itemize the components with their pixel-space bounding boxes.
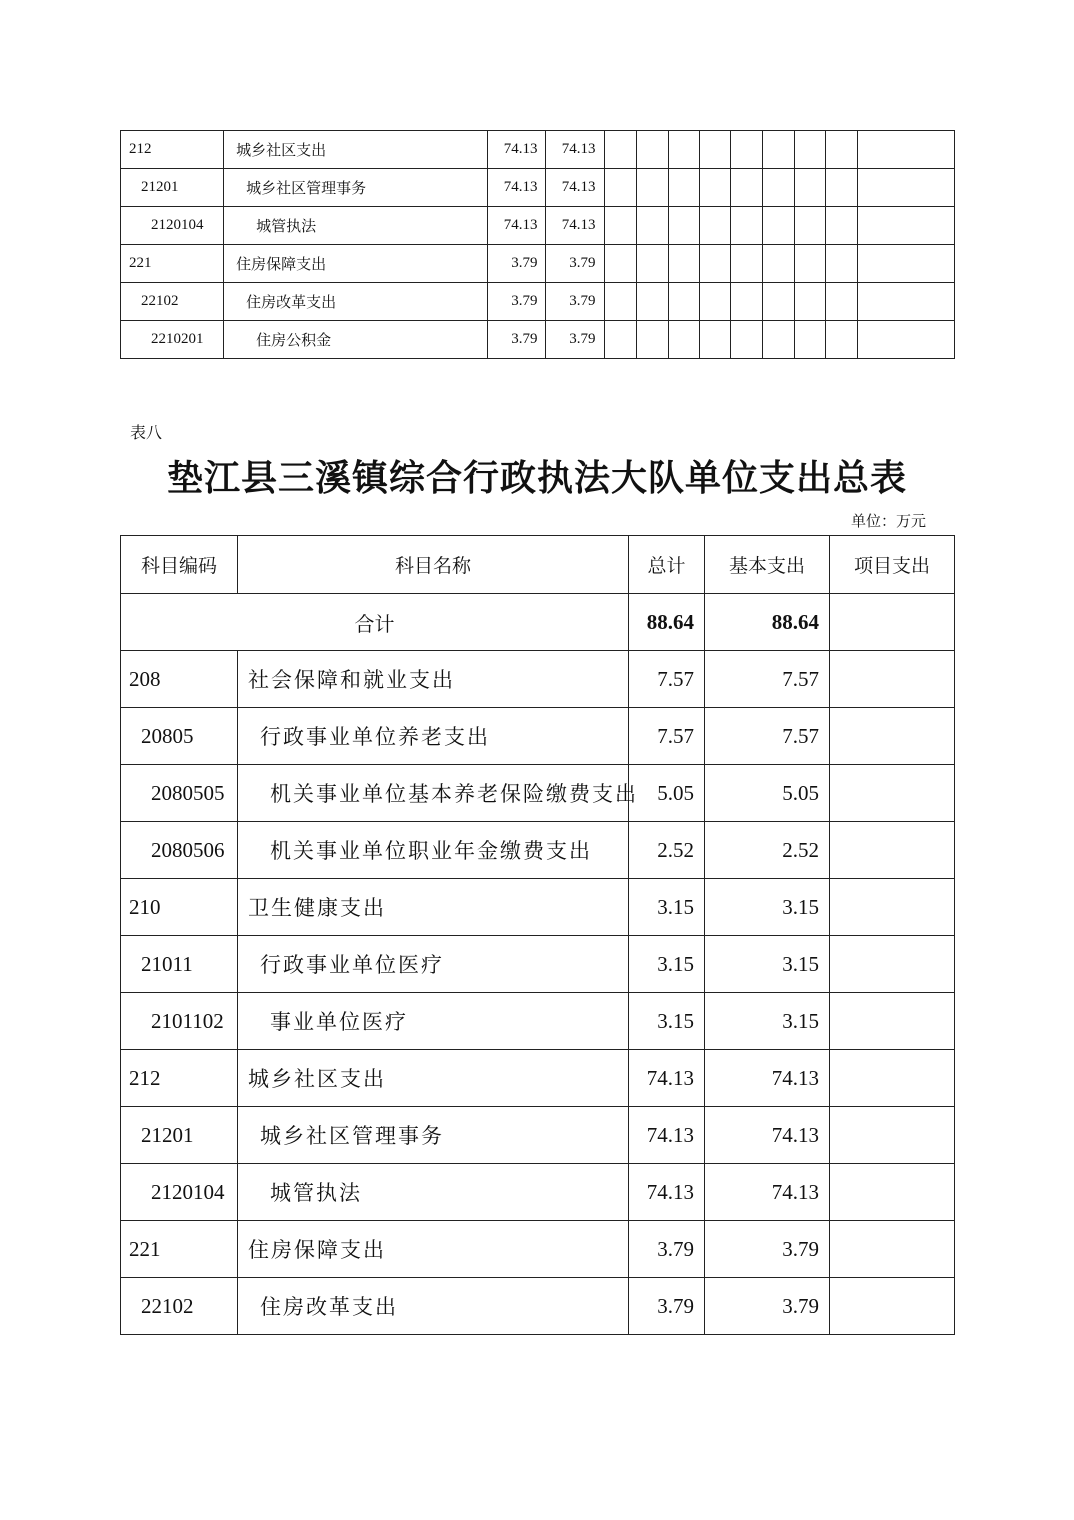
total-amount: 3.15 [629,879,705,936]
empty-cell [604,245,636,283]
subject-code: 2080505 [121,765,238,822]
table-row [121,207,955,245]
subject-code: 21201 [121,1107,238,1164]
empty-cell [825,207,857,245]
subject-code: 22102 [121,1278,238,1335]
subject-name: 事业单位医疗 [238,993,629,1050]
basic-amount: 3.15 [705,879,830,936]
table-row [121,1050,955,1107]
basic-amount: 3.79 [705,1278,830,1335]
table-row [121,822,955,879]
value-total: 3.79 [488,321,546,359]
subject-code: 22102 [121,283,224,321]
project-amount [830,708,955,765]
basic-amount: 3.15 [705,993,830,1050]
empty-cell [699,245,730,283]
total-amount: 3.79 [629,1221,705,1278]
total-amount: 5.05 [629,765,705,822]
value-basic: 74.13 [546,169,604,207]
empty-cell [794,283,825,321]
empty-cell [636,321,668,359]
subject-name: 住房改革支出 [224,283,488,321]
empty-cell [857,245,954,283]
subject-code: 221 [121,245,224,283]
empty-cell [636,245,668,283]
subject-code: 221 [121,1221,238,1278]
empty-cell [730,169,762,207]
table-row [121,993,955,1050]
empty-cell [825,245,857,283]
empty-cell [699,207,730,245]
empty-cell [794,245,825,283]
subject-name: 城管执法 [224,207,488,245]
empty-cell [668,207,699,245]
basic-amount: 7.57 [705,651,830,708]
project-amount [830,879,955,936]
subject-code: 2210201 [121,321,224,359]
value-basic: 3.79 [546,245,604,283]
subject-code: 2101102 [121,993,238,1050]
total-label: 合计 [121,594,629,651]
empty-cell [825,169,857,207]
empty-cell [762,207,794,245]
empty-cell [794,321,825,359]
total-amount: 3.79 [629,1278,705,1335]
subject-code: 2120104 [121,1164,238,1221]
empty-cell [762,321,794,359]
table-row [121,245,955,283]
empty-cell [604,169,636,207]
subject-name: 行政事业单位医疗 [238,936,629,993]
page-title: 垫江县三溪镇综合行政执法大队单位支出总表 [166,458,907,498]
total-amount: 74.13 [629,1164,705,1221]
table-row [121,879,955,936]
header-project: 项目支出 [830,536,955,594]
subject-code: 212 [121,1050,238,1107]
table-row [121,131,955,169]
empty-cell [857,321,954,359]
empty-cell [636,169,668,207]
subject-name: 城管执法 [238,1164,629,1221]
total-amount: 74.13 [629,1050,705,1107]
basic-amount: 5.05 [705,765,830,822]
empty-cell [825,283,857,321]
table-row [121,1164,955,1221]
subject-code: 21011 [121,936,238,993]
subject-name: 行政事业单位养老支出 [238,708,629,765]
value-total: 3.79 [488,283,546,321]
subject-code: 210 [121,879,238,936]
total-amount: 74.13 [629,1107,705,1164]
empty-cell [604,321,636,359]
value-total: 3.79 [488,245,546,283]
subject-name: 住房保障支出 [238,1221,629,1278]
subject-code: 212 [121,131,224,169]
table-row [121,283,955,321]
table-row [121,708,955,765]
total-row [121,594,955,651]
total-amount: 7.57 [629,708,705,765]
unit-label: 单位：万元 [851,514,927,530]
total-amount: 7.57 [629,651,705,708]
basic-amount: 7.57 [705,708,830,765]
basic-amount: 3.15 [705,936,830,993]
project-amount [830,1164,955,1221]
subject-name: 城乡社区支出 [224,131,488,169]
subject-name: 卫生健康支出 [238,879,629,936]
empty-cell [604,131,636,169]
empty-cell [636,131,668,169]
basic-amount: 74.13 [705,1107,830,1164]
subject-code: 20805 [121,708,238,765]
subject-name: 城乡社区管理事务 [238,1107,629,1164]
subject-name: 社会保障和就业支出 [238,651,629,708]
table-row [121,169,955,207]
empty-cell [857,131,954,169]
value-total: 74.13 [488,169,546,207]
unit-expenditure-summary-table [120,535,955,1335]
empty-cell [636,283,668,321]
basic-amount: 3.79 [705,1221,830,1278]
total-sum: 88.64 [629,594,705,651]
subject-code: 2120104 [121,207,224,245]
empty-cell [604,207,636,245]
total-amount: 2.52 [629,822,705,879]
empty-cell [857,169,954,207]
empty-cell [794,207,825,245]
table-number-label: 表八 [130,425,163,442]
empty-cell [762,169,794,207]
empty-cell [730,207,762,245]
project-amount [830,1221,955,1278]
total-amount: 3.15 [629,993,705,1050]
empty-cell [762,283,794,321]
empty-cell [668,321,699,359]
subject-code: 21201 [121,169,224,207]
subject-name: 城乡社区支出 [238,1050,629,1107]
project-amount [830,651,955,708]
header-basic: 基本支出 [705,536,830,594]
empty-cell [636,207,668,245]
table-row [121,936,955,993]
empty-cell [730,283,762,321]
value-basic: 3.79 [546,283,604,321]
empty-cell [730,131,762,169]
empty-cell [762,245,794,283]
subject-code: 2080506 [121,822,238,879]
table-row [121,1107,955,1164]
total-project [830,594,955,651]
empty-cell [825,321,857,359]
subject-name: 住房改革支出 [238,1278,629,1335]
subject-name: 城乡社区管理事务 [224,169,488,207]
empty-cell [604,283,636,321]
subject-code: 208 [121,651,238,708]
basic-amount: 74.13 [705,1164,830,1221]
value-basic: 74.13 [546,131,604,169]
empty-cell [668,245,699,283]
empty-cell [762,131,794,169]
empty-cell [699,283,730,321]
basic-amount: 74.13 [705,1050,830,1107]
value-total: 74.13 [488,207,546,245]
empty-cell [794,169,825,207]
table-row [121,1221,955,1278]
total-basic: 88.64 [705,594,830,651]
empty-cell [730,245,762,283]
empty-cell [857,283,954,321]
empty-cell [794,131,825,169]
empty-cell [668,169,699,207]
subject-name: 机关事业单位职业年金缴费支出 [238,822,629,879]
empty-cell [668,283,699,321]
table-row [121,1278,955,1335]
header-total: 总计 [629,536,705,594]
project-amount [830,1278,955,1335]
empty-cell [825,131,857,169]
empty-cell [668,131,699,169]
empty-cell [857,207,954,245]
project-amount [830,1107,955,1164]
continued-expenditure-table [120,130,955,359]
table-row [121,651,955,708]
header-code: 科目编码 [121,536,238,594]
empty-cell [699,321,730,359]
table-row [121,765,955,822]
subject-name: 住房保障支出 [224,245,488,283]
header-row [121,536,955,594]
table-row [121,321,955,359]
value-basic: 74.13 [546,207,604,245]
project-amount [830,993,955,1050]
value-total: 74.13 [488,131,546,169]
basic-amount: 2.52 [705,822,830,879]
project-amount [830,765,955,822]
empty-cell [699,131,730,169]
empty-cell [730,321,762,359]
subject-name: 机关事业单位基本养老保险缴费支出 [238,765,629,822]
total-amount: 3.15 [629,936,705,993]
empty-cell [699,169,730,207]
subject-name: 住房公积金 [224,321,488,359]
header-name: 科目名称 [238,536,629,594]
project-amount [830,822,955,879]
project-amount [830,1050,955,1107]
project-amount [830,936,955,993]
value-basic: 3.79 [546,321,604,359]
